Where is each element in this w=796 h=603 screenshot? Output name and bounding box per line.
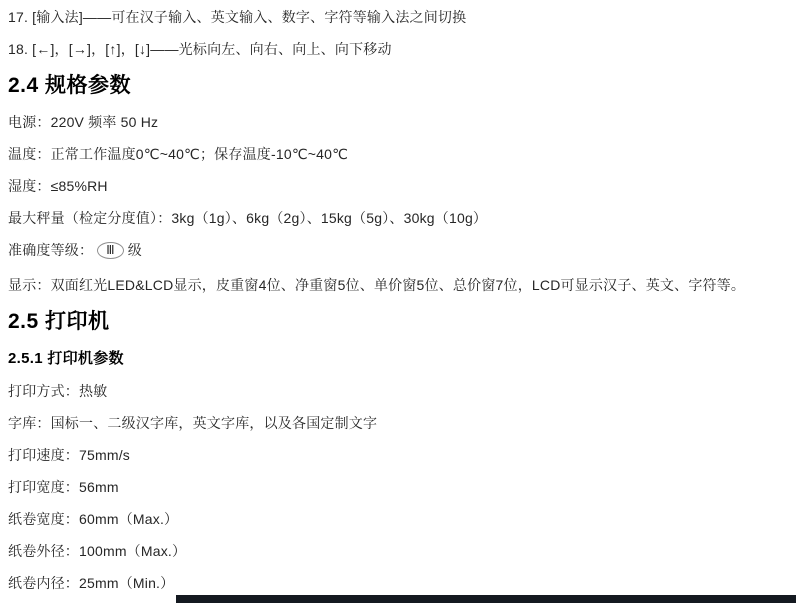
section-title-specs: 2.4 规格参数 bbox=[8, 74, 132, 97]
paper-roll-inner-diameter: 纸卷内径：25mm（Min.） bbox=[8, 575, 175, 591]
key-list-item-18: 18. [←]，[→]，[↑]，[↓]——光标向左、向右、向上、向下移动 bbox=[8, 41, 392, 57]
paper-roll-outer-diameter: 纸卷外径：100mm（Max.） bbox=[8, 543, 187, 559]
printer-width: 打印宽度：56mm bbox=[8, 479, 119, 495]
spec-humidity: 湿度：≤85%RH bbox=[8, 178, 108, 194]
subsection-title-printer-params: 2.5.1 打印机参数 bbox=[8, 350, 124, 367]
spec-accuracy-class bbox=[8, 241, 786, 260]
paper-roll-width: 纸卷宽度：60mm（Max.） bbox=[8, 511, 179, 527]
spec-power: 电源：220V 频率 50 Hz bbox=[8, 114, 159, 130]
accuracy-class-iii-badge: Ⅲ bbox=[97, 242, 123, 259]
spec-display: 显示：双面红光LED&LCD显示，皮重窗4位、净重窗5位、单价窗5位、总价窗7位，LCD可显示汉子、英文、字符等。 bbox=[8, 277, 746, 293]
bottom-window-edge bbox=[176, 595, 796, 603]
printer-font-library: 字库：国标一、二级汉字库，英文字库，以及各国定制文字 bbox=[8, 415, 378, 431]
spec-max-capacity: 最大秤量（检定分度值）：3kg（1g）、6kg（2g）、15kg（5g）、30kg（10g） bbox=[8, 210, 488, 226]
printer-method: 打印方式：热敏 bbox=[8, 383, 108, 399]
accuracy-label: 准确度等级： bbox=[8, 242, 94, 258]
spec-temperature: 温度：正常工作温度0℃~40℃；保存温度-10℃~40℃ bbox=[8, 146, 349, 162]
key-list-item-17: 17. [输入法]——可在汉子输入、英文输入、数字、字符等输入法之间切换 bbox=[8, 9, 467, 25]
printer-speed: 打印速度：75mm/s bbox=[8, 447, 130, 463]
section-title-printer: 2.5 打印机 bbox=[8, 310, 110, 333]
accuracy-suffix: 级 bbox=[127, 242, 142, 258]
